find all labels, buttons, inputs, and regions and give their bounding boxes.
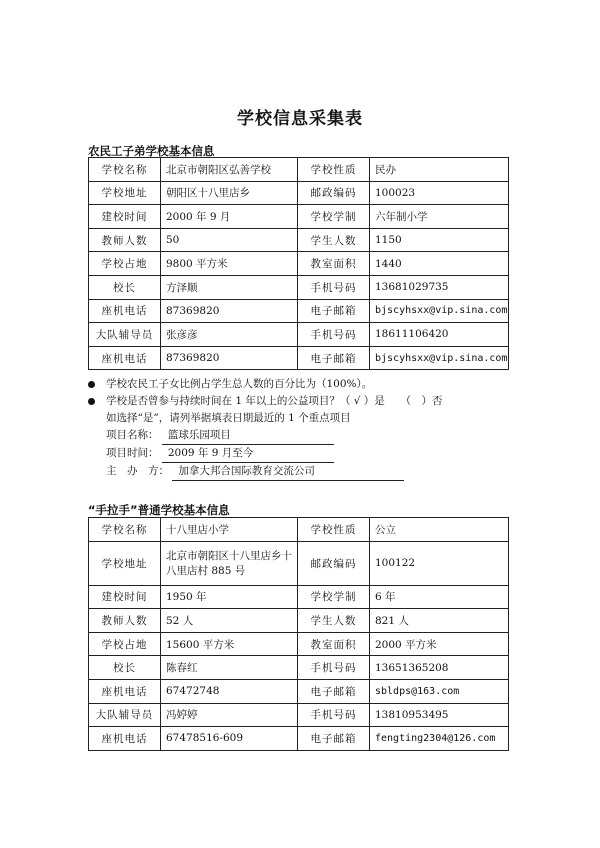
section2-table bbox=[88, 517, 509, 751]
field-value: bjscyhsxx@vip.sina.com bbox=[370, 299, 509, 323]
field-value: 15600 平方米 bbox=[161, 632, 298, 656]
field-label: 学生人数 bbox=[298, 609, 370, 633]
field-value: 67472748 bbox=[161, 679, 298, 703]
field-label: 建校时间 bbox=[89, 585, 161, 609]
table-row bbox=[89, 656, 509, 680]
project-time-value: 2009 年 9 月至今 bbox=[162, 445, 334, 463]
field-value: 13681029735 bbox=[370, 275, 509, 299]
field-label: 学校学制 bbox=[298, 585, 370, 609]
table-row bbox=[89, 703, 509, 727]
field-value: 方泽顺 bbox=[161, 275, 298, 299]
field-label: 大队辅导员 bbox=[89, 323, 161, 347]
table-row bbox=[89, 632, 509, 656]
project-name-line bbox=[88, 427, 518, 445]
field-value: 十八里店小学 bbox=[161, 518, 298, 542]
field-value: 六年制小学 bbox=[370, 205, 509, 229]
field-label: 座机电话 bbox=[89, 727, 161, 751]
note-percentage bbox=[88, 376, 518, 393]
field-label: 电子邮箱 bbox=[298, 346, 370, 370]
organizer-value: 加拿大邦合国际教育交流公司 bbox=[172, 463, 404, 481]
note-instruction: 如选择“是”，请列举据填表日期最近的 1 个重点项目 bbox=[106, 412, 351, 424]
project-name-value: 篮球乐园项目 bbox=[162, 427, 334, 445]
field-label: 手机号码 bbox=[298, 703, 370, 727]
bullet-icon bbox=[88, 398, 95, 405]
organizer-label: 主 办 方： bbox=[106, 465, 169, 477]
field-value: 北京市朝阳区十八里店乡十八里店村 885 号 bbox=[161, 541, 298, 585]
field-label: 校长 bbox=[89, 275, 161, 299]
table-row bbox=[89, 299, 509, 323]
field-label: 教师人数 bbox=[89, 228, 161, 252]
field-label: 学校地址 bbox=[89, 541, 161, 585]
field-label: 座机电话 bbox=[89, 299, 161, 323]
bullet-icon bbox=[88, 381, 95, 388]
table-row bbox=[89, 252, 509, 276]
field-value: 北京市朝阳区弘善学校 bbox=[161, 158, 298, 182]
field-label: 邮政编码 bbox=[298, 541, 370, 585]
field-label: 教室面积 bbox=[298, 252, 370, 276]
field-label: 学校性质 bbox=[298, 158, 370, 182]
field-label: 学校占地 bbox=[89, 252, 161, 276]
table-row bbox=[89, 727, 509, 751]
field-value: 100023 bbox=[370, 181, 509, 205]
field-value: sbldps@163.com bbox=[370, 679, 509, 703]
field-value: 陈春红 bbox=[161, 656, 298, 680]
table-row bbox=[89, 275, 509, 299]
field-label: 手机号码 bbox=[298, 656, 370, 680]
note-text: 学校农民工子女比例占学生总人数的百分比为（100%）。 bbox=[106, 378, 373, 390]
field-label: 学校学制 bbox=[298, 205, 370, 229]
field-value: 821 人 bbox=[370, 609, 509, 633]
field-value: 18611106420 bbox=[370, 323, 509, 347]
field-value: 朝阳区十八里店乡 bbox=[161, 181, 298, 205]
field-value: bjscyhsxx@vip.sina.com bbox=[370, 346, 509, 370]
field-label: 学生人数 bbox=[298, 228, 370, 252]
table-row bbox=[89, 541, 509, 585]
field-value: 2000 年 9 月 bbox=[161, 205, 298, 229]
field-value: 9800 平方米 bbox=[161, 252, 298, 276]
field-label: 教室面积 bbox=[298, 632, 370, 656]
field-value: 13651365208 bbox=[370, 656, 509, 680]
field-label: 学校性质 bbox=[298, 518, 370, 542]
field-value: 87369820 bbox=[161, 299, 298, 323]
field-label: 座机电话 bbox=[89, 346, 161, 370]
field-value: 张彦彦 bbox=[161, 323, 298, 347]
field-value: 1150 bbox=[370, 228, 509, 252]
field-value: 50 bbox=[161, 228, 298, 252]
section1-table bbox=[88, 157, 509, 370]
field-label: 学校占地 bbox=[89, 632, 161, 656]
field-label: 座机电话 bbox=[89, 679, 161, 703]
field-value: 6 年 bbox=[370, 585, 509, 609]
field-value: 67478516-609 bbox=[161, 727, 298, 751]
note-text: 学校是否曾参与持续时间在 1 年以上的公益项目？（ √ ）是 （ ）否 bbox=[106, 395, 443, 407]
field-value: fengting2304@126.com bbox=[370, 727, 509, 751]
document-title: 学校信息采集表 bbox=[237, 109, 363, 129]
field-value: 13810953495 bbox=[370, 703, 509, 727]
section2-heading: “手拉手”普通学校基本信息 bbox=[88, 503, 230, 517]
project-time-label: 项目时间： bbox=[106, 447, 159, 459]
field-label: 大队辅导员 bbox=[89, 703, 161, 727]
field-label: 校长 bbox=[89, 656, 161, 680]
table-row bbox=[89, 346, 509, 370]
field-value: 100122 bbox=[370, 541, 509, 585]
field-label: 学校地址 bbox=[89, 181, 161, 205]
table-row bbox=[89, 323, 509, 347]
table-row bbox=[89, 158, 509, 182]
table-row bbox=[89, 205, 509, 229]
field-label: 建校时间 bbox=[89, 205, 161, 229]
table-row bbox=[89, 585, 509, 609]
note-project-question bbox=[88, 393, 518, 410]
organizer-line bbox=[88, 463, 518, 481]
field-label: 手机号码 bbox=[298, 275, 370, 299]
field-value: 民办 bbox=[370, 158, 509, 182]
field-label: 电子邮箱 bbox=[298, 727, 370, 751]
section1-heading: 农民工子弟学校基本信息 bbox=[88, 144, 215, 158]
table-row bbox=[89, 679, 509, 703]
field-value: 公立 bbox=[370, 518, 509, 542]
project-name-label: 项目名称： bbox=[106, 429, 159, 441]
project-time-line bbox=[88, 445, 518, 463]
field-value: 1950 年 bbox=[161, 585, 298, 609]
field-value: 52 人 bbox=[161, 609, 298, 633]
field-value: 87369820 bbox=[161, 346, 298, 370]
field-value: 冯婷婷 bbox=[161, 703, 298, 727]
field-label: 电子邮箱 bbox=[298, 299, 370, 323]
field-label: 邮政编码 bbox=[298, 181, 370, 205]
field-label: 学校名称 bbox=[89, 158, 161, 182]
table-row bbox=[89, 181, 509, 205]
field-label: 教师人数 bbox=[89, 609, 161, 633]
field-label: 手机号码 bbox=[298, 323, 370, 347]
table-row bbox=[89, 518, 509, 542]
field-value: 2000 平方米 bbox=[370, 632, 509, 656]
notes-block bbox=[88, 376, 518, 481]
table-row bbox=[89, 228, 509, 252]
field-label: 学校名称 bbox=[89, 518, 161, 542]
field-label: 电子邮箱 bbox=[298, 679, 370, 703]
table-row bbox=[89, 609, 509, 633]
field-value: 1440 bbox=[370, 252, 509, 276]
